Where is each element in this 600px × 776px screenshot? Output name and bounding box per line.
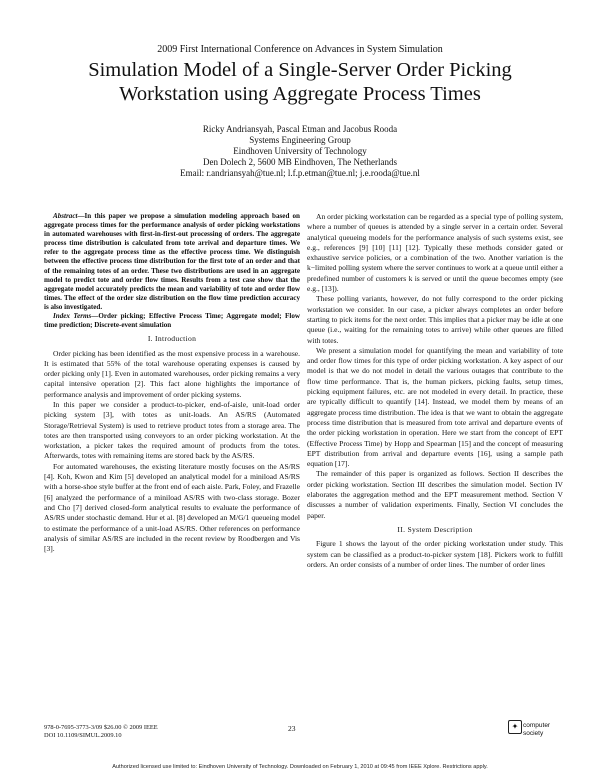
footer-doi: DOI 10.1109/SIMUL.2009.10 bbox=[44, 732, 122, 739]
paragraph: The remainder of this paper is organized as follows. Section II describes the order picking workstation. Section III describes the simulation model. Section IV elaborates the aggregation method and the EPT measurement method. Section V discusses a number of validation experiments. Finally, Section VI concludes the paper. bbox=[307, 469, 563, 520]
logo-mark-icon: ✦ bbox=[508, 720, 522, 734]
section-heading-system-description: II. System Description bbox=[397, 524, 473, 534]
left-column bbox=[44, 212, 300, 554]
paragraph: We present a simulation model for quantifying the mean and variability of tote and order flow times for this type of order picking workstation. A key aspect of our model is that we do not model in detail the various outages that contribute to the flow time performance. That is, the human pickers, picking faults, setup times, picking equipment failures, etc. are not modeled in every detail. In practice, these are typically difficult to quantify [14]. Instead, we model them by means of an aggregate process time distribution. The idea is that we want to obtain the aggregate process time distribution that is measured from tote arrival and departure events of the order picking workstation in operation. Here we start from the concept of EPT (Effective Process Time) by Hopp and Spearman [15] and the concept of measuring EPT distribution from arrival and departure events [16], using a sample path equation [17]. bbox=[307, 345, 563, 469]
paragraph: An order picking workstation can be regarded as a special type of polling system, where a number of queues is attended by a single server in a certain order. Several analytical queueing models for the performance analysis of such systems exist, see e.g., references [9] [10] [11] [12]. Typically these methods consider gated or exhaustive service policies, or a combination of the two. Another variation is the k−limited polling system where the server continues to work at a queue until either a predefined number of customers k is served or until the queue becomes empty (see e.g., [13]). bbox=[307, 212, 563, 294]
abstract-text: —In this paper we propose a simulation modeling approach based on aggregate process times for the performance analysis of order picking workstations in automated warehouses with first-in-first-out processing of orders. The aggregate process time distribution is calculated from tote arrival and departure times. We refer to the aggregate process time as the effective process time. We distinguish between the effective process time distribution for the first tote of an order and that of the remaining totes of an order. These two distributions are used in an aggregate model to predict tote and order flow times. Results from a test case show that the aggregate model accurately predicts the mean and variability of tote and order flow times. The effect of the order size distribution on the flow time prediction accuracy is also investigated. bbox=[44, 212, 300, 311]
paragraph: Figure 1 shows the layout of the order picking workstation under study. This system can be classified as a product-to-picker system [18]. Pickers work to fulfill orders. An order consists of a number of order lines. The number of order lines bbox=[307, 539, 563, 569]
index-terms-label: Index Terms bbox=[53, 312, 92, 321]
paragraph: In this paper we consider a product-to-picker, end-of-aisle, unit-load order picking system [3], with totes as unit-loads. An AS/RS (Automated Storage/Retrieval System) is used to retrieve product totes from a storage area. The totes are then transported using conveyors to an order picking workstation. At the workstation, a picker takes the required amount of products from the totes. Afterwards, totes with remaining items are stored back by the AS/RS. bbox=[44, 400, 300, 461]
conference-header: 2009 First International Conference on Advances in System Simulation bbox=[157, 44, 443, 55]
section-heading-introduction: I. Introduction bbox=[147, 334, 197, 344]
author-group: Systems Engineering Group bbox=[249, 134, 351, 145]
logo-text-line-1: computer bbox=[523, 722, 551, 729]
footer-isbn: 978-0-7695-3773-3/09 $26.00 © 2009 IEEE bbox=[44, 724, 158, 731]
right-column bbox=[307, 212, 563, 570]
paragraph: These polling variants, however, do not fully correspond to the order picking workstation we consider. In our case, a picker always completes an order before starting to pick items for the next order. This implies that a picker may be idle at one queue (i.e., waiting for the remaining totes to arrive) while other queues are filled with totes. bbox=[307, 294, 563, 345]
logo-text-line-2: society bbox=[523, 730, 544, 737]
author-email: Email: r.andriansyah@tue.nl; l.f.p.etman@tue.nl; j.e.rooda@tue.nl bbox=[180, 167, 420, 178]
index-terms bbox=[44, 312, 300, 330]
author-university: Eindhoven University of Technology bbox=[233, 145, 367, 156]
abstract-label: Abstract bbox=[53, 212, 78, 220]
author-address: Den Dolech 2, 5600 MB Eindhoven, The Netherlands bbox=[202, 156, 398, 167]
title-line-1: Simulation Model of a Single-Server Order Picking bbox=[88, 59, 512, 81]
paragraph: For automated warehouses, the existing literature mostly focuses on the AS/RS [4]. Koh, Kwon and Kim [5] developed an analytical model for a miniload AS/RS with a horse-shoe style buffer at the front end of each aisle. Park, Foley, and Frazelle [6] analyzed the performance of a miniload AS/RS with two-class storage. Bozer and Cho [7] derived closed-form analytical results to evaluate the performance of AS/RS under stochastic demand. Hur et al. [8] developed an M/G/1 queueing model to estimate the performance of a unit-load AS/RS. Other references on performance analysis of similar AS/RS are included in the recent review by Roodbergen and Vis [3]. bbox=[44, 461, 300, 554]
computer-society-logo bbox=[508, 720, 558, 742]
license-notice: Authorized licensed use limited to: Eindhoven University of Technology. Downloaded on February 1, 2010 at 09:45 from IEEE Xplore. Restrictions apply. bbox=[112, 764, 488, 770]
index-terms-text: —Order picking; Effective Process Time; Aggregate model; Flow time prediction; Discrete-event simulation bbox=[44, 312, 300, 330]
footer-citation bbox=[44, 724, 158, 740]
page-number: 23 bbox=[288, 724, 296, 733]
author-names: Ricky Andriansyah, Pascal Etman and Jacobus Rooda bbox=[202, 124, 398, 134]
author-block bbox=[0, 124, 600, 179]
paper-title bbox=[0, 58, 600, 106]
title-line-2: Workstation using Aggregate Process Times bbox=[119, 83, 481, 105]
abstract bbox=[44, 212, 300, 312]
paragraph: Order picking has been identified as the most expensive process in a warehouse. It is estimated that 55% of the total warehouse operating expenses is caused by order picking only [1]. Even in automated warehouses, order picking remains a very capital intensive operation [2]. This fact alone highlights the importance of performance analysis and improvement of order picking systems. bbox=[44, 348, 300, 399]
